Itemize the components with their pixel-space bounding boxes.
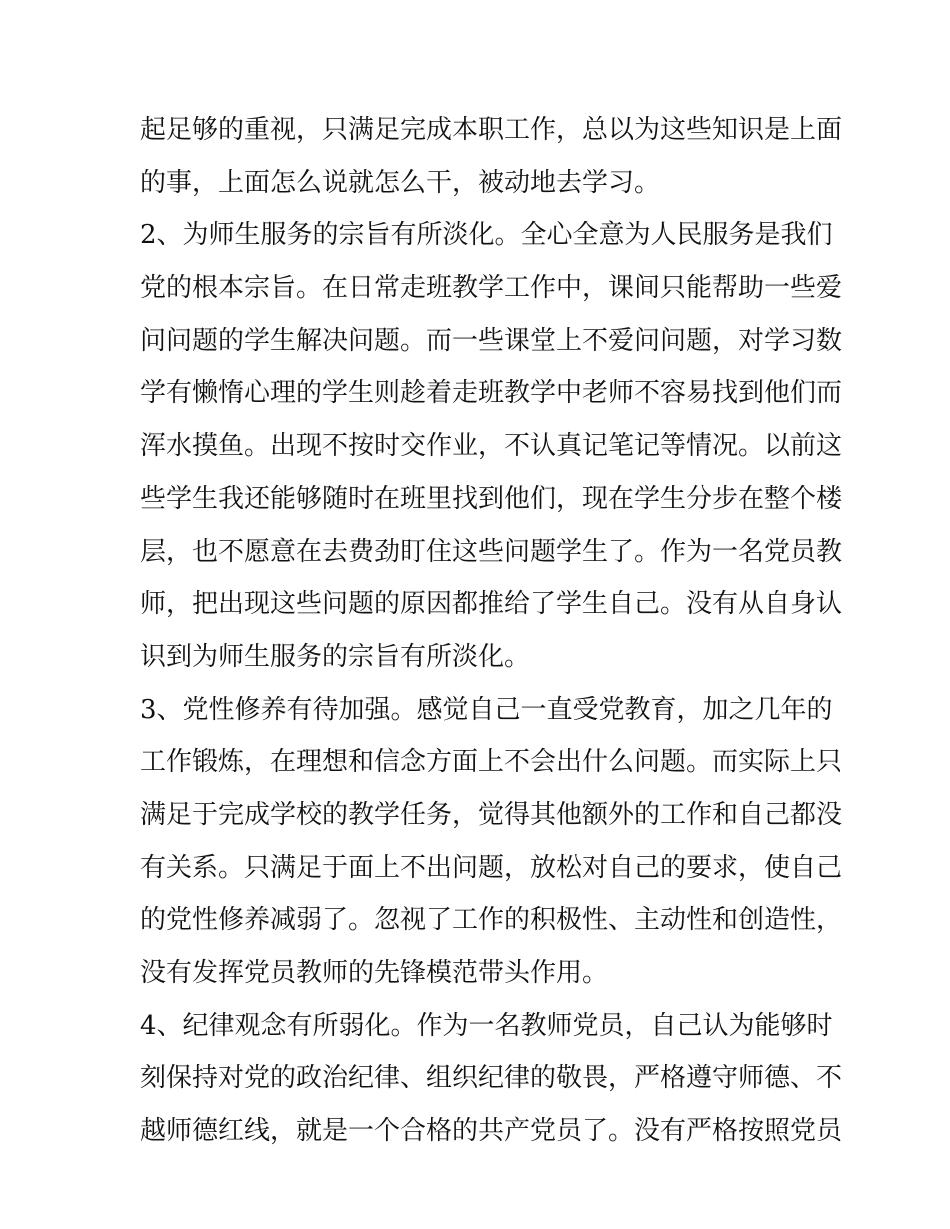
text-line: 工作锻炼，在理想和信念方面上不会出什么问题。而实际上只 (140, 747, 843, 778)
text-line: 些学生我还能够随时在班里找到他们，现在学生分步在整个楼 (140, 483, 843, 514)
text-line: 党的根本宗旨。在日常走班教学工作中，课间只能帮助一些爱 (140, 273, 843, 304)
text-line: 有关系。只满足于面上不出问题，放松对自己的要求，使自己 (140, 852, 843, 883)
text-line: 的事，上面怎么说就怎么干，被动地去学习。 (140, 167, 661, 198)
text-line: 层，也不愿意在去费劲盯住这些问题学生了。作为一名党员教 (140, 536, 843, 567)
text-line: 起足够的重视，只满足完成本职工作，总以为这些知识是上面 (140, 115, 843, 145)
text-line: 刻保持对党的政治纪律、组织纪律的敬畏，严格遵守师德、不 (140, 1063, 843, 1094)
text-line: 识到为师生服务的宗旨有所淡化。 (140, 641, 531, 672)
text-line: 2、为师生服务的宗旨有所淡化。全心全意为人民服务是我们 (140, 220, 833, 251)
text-line: 学有懒惰心理的学生则趁着走班教学中老师不容易找到他们而 (140, 378, 843, 409)
text-line: 越师德红线，就是一个合格的共产党员了。没有严格按照党员 (140, 1116, 843, 1147)
text-line: 4、纪律观念有所弱化。作为一名教师党员，自己认为能够时 (140, 1010, 833, 1041)
text-line: 浑水摸鱼。出现不按时交作业，不认真记笔记等情况。以前这 (140, 431, 843, 462)
text-line: 3、党性修养有待加强。感觉自己一直受党教育，加之几年的 (140, 694, 833, 725)
text-line: 师，把出现这些问题的原因都推给了学生自己。没有从自身认 (140, 589, 843, 620)
text-line: 满足于完成学校的教学任务，觉得其他额外的工作和自己都没 (140, 799, 843, 830)
text-line: 问问题的学生解决问题。而一些课堂上不爱问问题，对学习数 (140, 325, 843, 356)
body-text (140, 104, 843, 1158)
text-line: 没有发挥党员教师的先锋模范带头作用。 (140, 958, 609, 988)
text-line: 的党性修养减弱了。忽视了工作的积极性、主动性和创造性， (140, 905, 843, 936)
